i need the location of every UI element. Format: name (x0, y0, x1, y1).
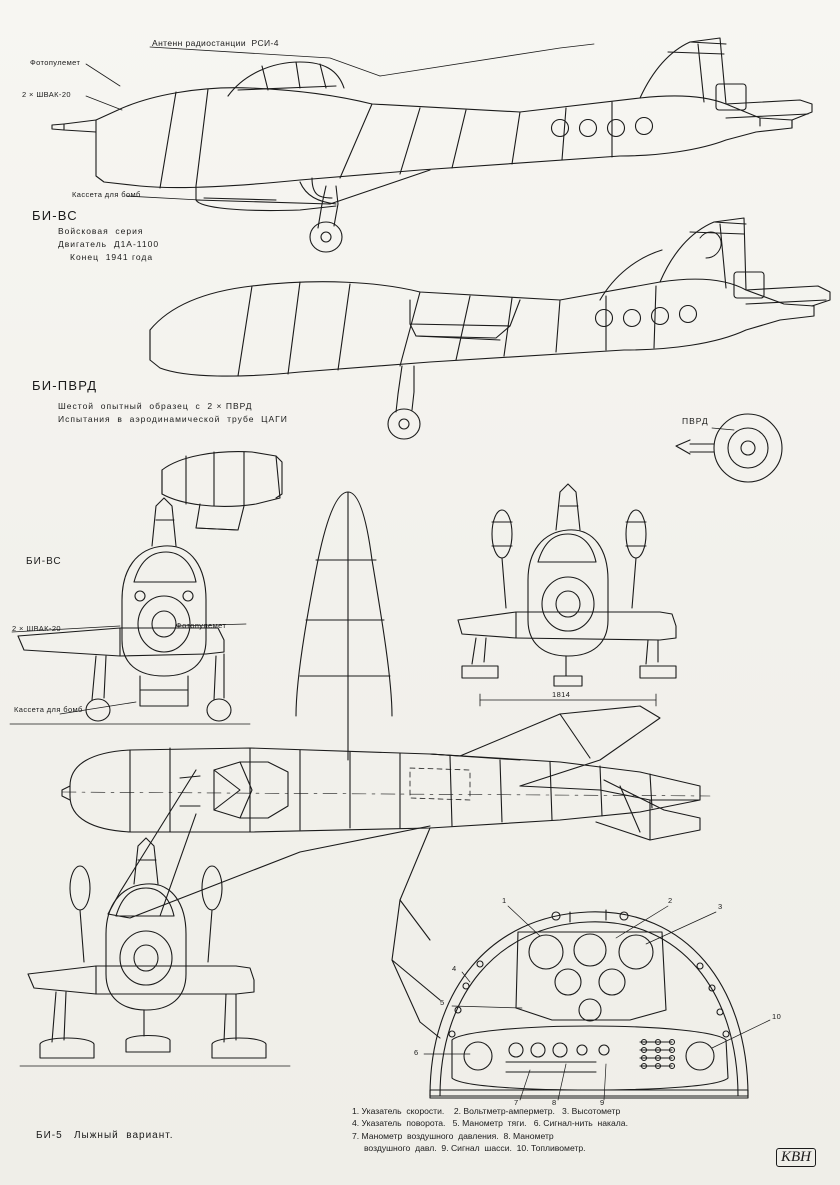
instrument-panel (424, 906, 770, 1100)
title-bi-vs-front: БИ-ВС (26, 556, 62, 567)
label-guns-top: 2 × ШВАК-20 (22, 90, 71, 99)
title-bi5: БИ-5 Лыжный вариант. (36, 1130, 174, 1141)
label-bomb-cassette-top: Кассета для бомб (72, 190, 141, 199)
label-span-dimension: 1814 (552, 690, 571, 699)
panel-callout-6: 6 (414, 1048, 419, 1057)
bi-pvrd-line-2: Испытания в аэродинамической трубе ЦАГИ (58, 414, 288, 424)
label-photogun-top: Фотопулемет (30, 58, 81, 67)
bi-vs-front-view (10, 498, 250, 724)
bi-vs-line-3: Конец 1941 года (70, 252, 154, 262)
label-antenna: Антенн радиостанции РСИ-4 (152, 38, 279, 48)
panel-callout-10: 10 (772, 1012, 782, 1021)
panel-callout-5: 5 (440, 998, 445, 1007)
bi-pvrd-line-1: Шестой опытный образец с 2 × ПВРД (58, 401, 253, 411)
plan-view (62, 492, 710, 1038)
bi-pvrd-front-view (458, 484, 676, 706)
draftsman-signature: КВН (776, 1148, 816, 1167)
panel-callout-4: 4 (452, 964, 457, 973)
legend-line-3: 7. Манометр воздушного давления. 8. Манометр (352, 1130, 554, 1141)
bi-vs-line-2: Двигатель Д1А-1100 (58, 239, 160, 249)
label-bomb-cassette-front: Кассета для бомб (14, 705, 83, 714)
bi-vs-line-1: Войсковая серия (58, 226, 144, 236)
title-bi-vs: БИ-ВС (32, 208, 78, 223)
label-guns-front: 2 × ШВАК-20 (12, 624, 61, 633)
panel-callout-1: 1 (502, 896, 507, 905)
panel-callout-9: 9 (600, 1098, 605, 1107)
label-pvrd-callout: ПВРД (682, 416, 709, 426)
pvrd-nacelle-plan (162, 452, 282, 530)
legend-line-4: воздушного давл. 9. Сигнал шасси. 10. Топливометр. (352, 1143, 586, 1154)
panel-callout-3: 3 (718, 902, 723, 911)
bi5-front-view (20, 838, 290, 1066)
panel-callout-2: 2 (668, 896, 673, 905)
panel-legend (352, 1105, 802, 1155)
panel-callout-7: 7 (514, 1098, 519, 1107)
bi-vs-side-view (52, 38, 812, 252)
legend-line-2: 4. Указатель поворота. 5. Манометр тяги. 6. Сигнал-нить накала. (352, 1118, 628, 1129)
title-bi-pvrd: БИ-ПВРД (32, 378, 98, 393)
legend-line-1: 1. Указатель скорости. 2. Вольтметр-амперметр. 3. Высотометр (352, 1106, 621, 1116)
label-photogun-front: Фотопулемет (176, 621, 227, 630)
panel-callout-8: 8 (552, 1098, 557, 1107)
